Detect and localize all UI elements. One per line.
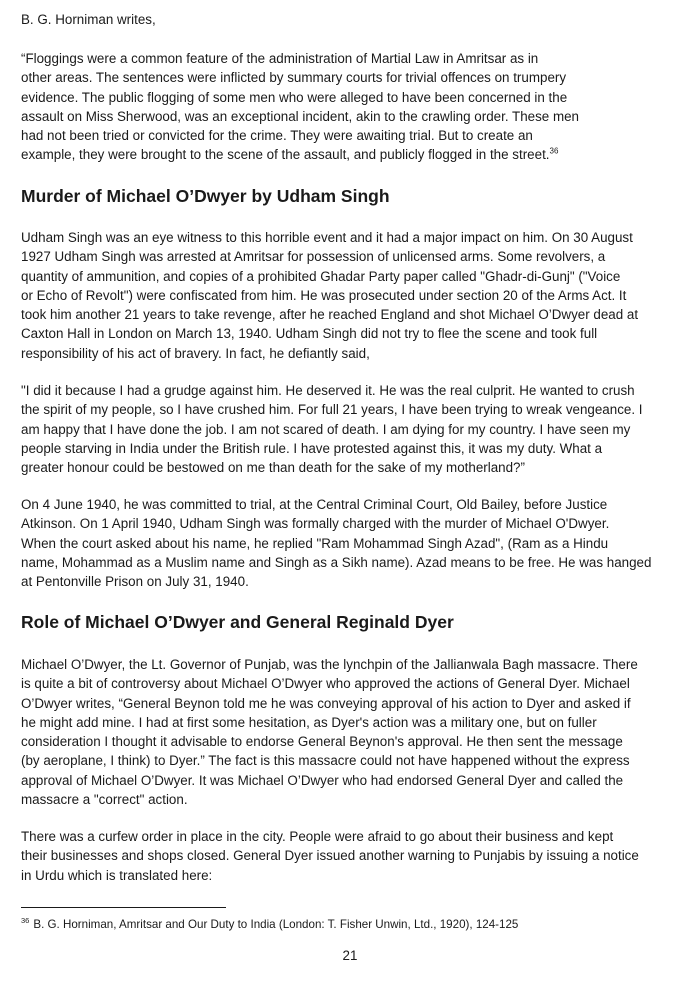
footnote-text: B. G. Horniman, Amritsar and Our Duty to India (London: T. Fisher Unwin, Ltd., 1920), 124-125: [33, 918, 519, 931]
footnote-reference: 36: [549, 147, 559, 157]
udham-singh-paragraph: Udham Singh was an eye witness to this horrible event and it had a major impact on him. On 30 August 1927 Udham Singh was arrested at Amritsar for possession of unlicensed arms. Some revolvers, a quantity of ammunition, and copies of a prohibited Ghadar Party paper called "Ghadr-di-Gunj" ("Voice or Echo of Revolt") were confiscated from him. He was prosecuted under section 20 of the Arms Act. It took him another 21 years to take revenge, after he reached England and shot Michael O’Dwyer dead at Caxton Hall in London on March 13, 1940. Udham Singh did not try to flee the scene and took full responsibility of his act of bravery. In fact, he defiantly said,: [21, 230, 639, 361]
footnote: [21, 917, 518, 933]
curfew-paragraph: There was a curfew order in place in the city. People were afraid to go about their business and kept their businesses and shops closed. General Dyer issued another warning to Punjabis by issuing a notice in Urdu which is translated here:: [21, 829, 639, 883]
footnote-number: 36: [21, 916, 30, 926]
odwyer-paragraph: Michael O’Dwyer, the Lt. Governor of Punjab, was the lynchpin of the Jallianwala Bagh massacre. There is quite a bit of controversy about Michael O’Dwyer who approved the actions of General Dyer. Michael O’Dwyer writes, “General Beynon told me he was conveying approval of his action to Dyer and asked if he might add mine. I had at first some hesitation, as Dyer's action was a military one, but on fuller consideration I thought it advisable to endorse General Beynon's approval. He then sent the message (by aeroplane, I think) to Dyer.” The fact is this massacre could not have happened without the express approval of Michael O’Dwyer. It was Michael O’Dwyer who had endorsed General Dyer and called the massacre a "correct" action.: [21, 657, 638, 808]
attribution-line: B. G. Horniman writes,: [21, 12, 156, 27]
horniman-quote: [21, 49, 579, 165]
udham-singh-statement: "I did it because I had a grudge against him. He deserved it. He was the real culprit. He wanted to crush the spirit of my people, so I have crushed him. For full 21 years, I have been trying to wreak vengeance. I am happy that I have done the job. I am not scared of death. I am dying for my country. I have seen my people starving in India under the British rule. I have protested against this, it was my duty. What a greater honour could be bestowed on me than death for the sake of my motherland?”: [21, 383, 643, 476]
footnote-separator: [21, 907, 226, 908]
trial-paragraph: On 4 June 1940, he was committed to trial, at the Central Criminal Court, Old Bailey, before Justice Atkinson. On 1 April 1940, Udham Singh was formally charged with the murder of Michael O'Dwyer. When the court asked about his name, he replied "Ram Mohammad Singh Azad", (Ram as a Hindu name, Mohammad as a Muslim name and Singh as a Sikh name). Azad means to be free. He was hanged at Pentonville Prison on July 31, 1940.: [21, 497, 652, 590]
section-heading-udham-singh: Murder of Michael O’Dwyer by Udham Singh: [21, 186, 390, 206]
page-number: 21: [342, 948, 358, 963]
horniman-quote-text: “Floggings were a common feature of the administration of Martial Law in Amritsar as in other areas. The sentences were inflicted by summary courts for trivial offences on trumpery evidence. The public flogging of some men who were alleged to have been concerned in the assault on Miss Sherwood, was an exceptional incident, akin to the crawling order. These men had not been tried or convicted for the crime. They were awaiting trial. But to create an example, they were brought to the scene of the assault, and publicly flogged in the street.: [21, 51, 579, 163]
section-heading-odwyer-dyer: Role of Michael O’Dwyer and General Reginald Dyer: [21, 612, 454, 632]
